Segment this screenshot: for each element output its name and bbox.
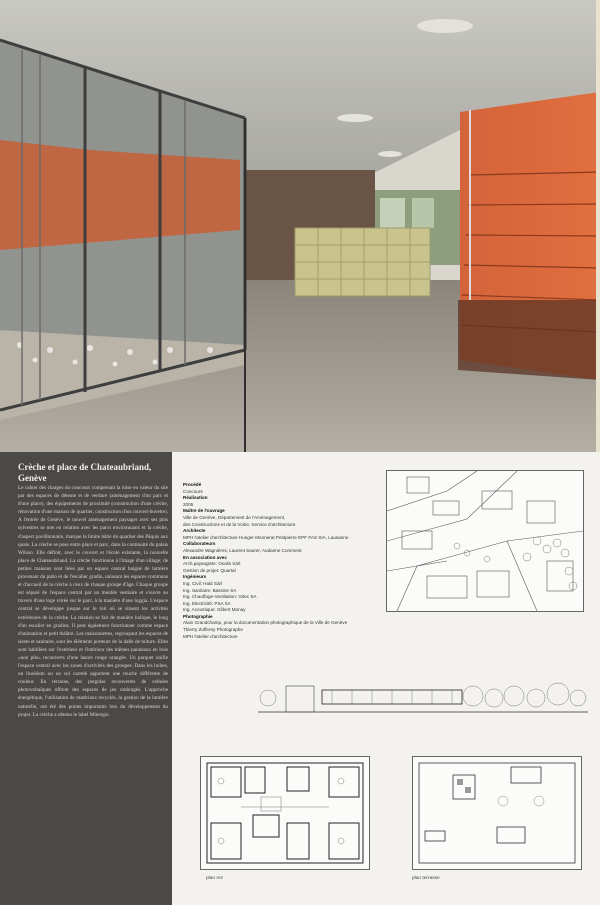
plan-terrasse-label: plan terrasse bbox=[412, 876, 440, 881]
credits-line: Ing. Acoustique: Gilbert Monay bbox=[183, 607, 246, 613]
terrace-plan bbox=[412, 756, 582, 870]
credits-line: Ing. Sanitaire: Bassine SA bbox=[183, 587, 237, 593]
credits-line: Ville de Genève, Département de l'Aménagement, bbox=[183, 514, 286, 520]
credits-line: Arch.paysagiste: Oxalis Sàrl bbox=[183, 561, 241, 567]
project-description-column bbox=[0, 452, 172, 905]
credits-heading: Ingénieurs bbox=[183, 574, 207, 580]
credits-heading: Collaborateurs bbox=[183, 541, 216, 547]
interior-photo bbox=[0, 0, 600, 452]
credits-block bbox=[183, 482, 383, 640]
project-location: Genève bbox=[18, 473, 47, 483]
credits-line: des Constructions et de la Voirie, Service d'architecture bbox=[183, 521, 296, 527]
credits-line: Alexandre Wagnières, Laurent Saurer, Audanne Comment bbox=[183, 547, 302, 553]
credits-line: Ing. Electricité: PSA SA bbox=[183, 600, 231, 606]
elevation-drawing bbox=[258, 668, 588, 718]
credits-line: Alain Grandchamp, pour la documentation photographique de la Ville de Genève bbox=[183, 620, 348, 626]
credits-heading: Procédé bbox=[183, 482, 202, 487]
credits-heading: Maître de l'ouvrage bbox=[183, 508, 225, 514]
credits-line: Ing. Chauffage-Ventilation: Gitec SA bbox=[183, 594, 257, 600]
project-body-text: Le cahier des charges du concours comprenait la mise en valeur du site par des espaces de détente et de verdure (aménagement d'un parc et d'une place), des équipements de proximité (construction d'une crèche, rénovation d'une maison de quartier, construction d'un couvert-buvette). A l'entrée de Genève, le nouvel aménagement paysager avec ses pins sylvestres se met en relation avec les parcs environnants et la crèche, d'aspect pavillonnaire, marque la limite bâtie du quartier des Pâquis aux quais. La crèche se pose entre place et parc, dans la continuité du palais Wilson. Elle définit, avec le couvert et l'école existante, la nouvelle place de Chateaubriand. La crèche fonctionne à l'image d'un village; de petites maisons sont liées par un espace central baigné de lumière provenant du patio et de l'escalier gradin, unissant les espaces communs et d'accueil de la crèche à ceux de chaque groupe d'âge. Chaque groupe est séparé de l'espace central par un meuble vestiaire et s'ouvre au travers d'une loge vitrée sur le parc, à la manière d'une loggia. L'espace central se développe jusque sur le toit où se situent les activités extérieures de la crèche. La relation se fait de manière ludique, le long d'un escalier en gradins. Il peut également fonctionner comme espace d'animation et petit théâtre. Les maisonnettes, regroupant les espaces de sieste et sanitaire, sont les éléments porteurs de la dalle de toiture. Elles sont habillées sur l'extérieur et l'intérieur des mêmes panneaux en bois «non plis» recouverts d'une lasure rouge orangée. Un parquet unifie l'espace central avec les zones d'activités des groupes. Dans les boîtes, un linoléum ou un sol carrelé apportent une touche différente de couleur. En terrasse, des pergolas recouvertes de cellules photovoltaïques offrent des espaces de jeu ombragés. L'approche énergétique, l'utilisation de matériaux recyclés, la gestion de la lumière naturelle, ont été des points importants lors du développement du projet. La crèche a obtenu le label Minergie. bbox=[18, 485, 168, 718]
credits-line: Ing. Civil: Hald Sàrl bbox=[183, 580, 223, 586]
credits-heading: Photographie bbox=[183, 613, 213, 619]
credits-heading: Réalisation bbox=[183, 495, 208, 501]
credits-heading: Architecte bbox=[183, 528, 206, 534]
credits-heading: En association avec bbox=[183, 554, 227, 560]
site-plan bbox=[386, 470, 584, 612]
project-title-line: Crèche et place de Chateaubriand, bbox=[18, 462, 152, 472]
credits-line: Gestion de projet: Quartal bbox=[183, 567, 236, 573]
ground-floor-plan bbox=[200, 756, 370, 870]
plan-rez-label: plan rez bbox=[206, 876, 224, 881]
credits-line: Thierry Zufferey Photographe bbox=[183, 627, 243, 633]
credits-line: MPH l'atelier d'architecture Hunger Monnerat Petitpierre EPF FAS SIA, Lausanne bbox=[183, 534, 349, 540]
credits-line: Concours bbox=[183, 488, 203, 494]
project-title bbox=[18, 462, 168, 484]
credits-line: 2005 bbox=[183, 501, 194, 507]
credits-line: MPH l'atelier d'architecture bbox=[183, 633, 238, 639]
